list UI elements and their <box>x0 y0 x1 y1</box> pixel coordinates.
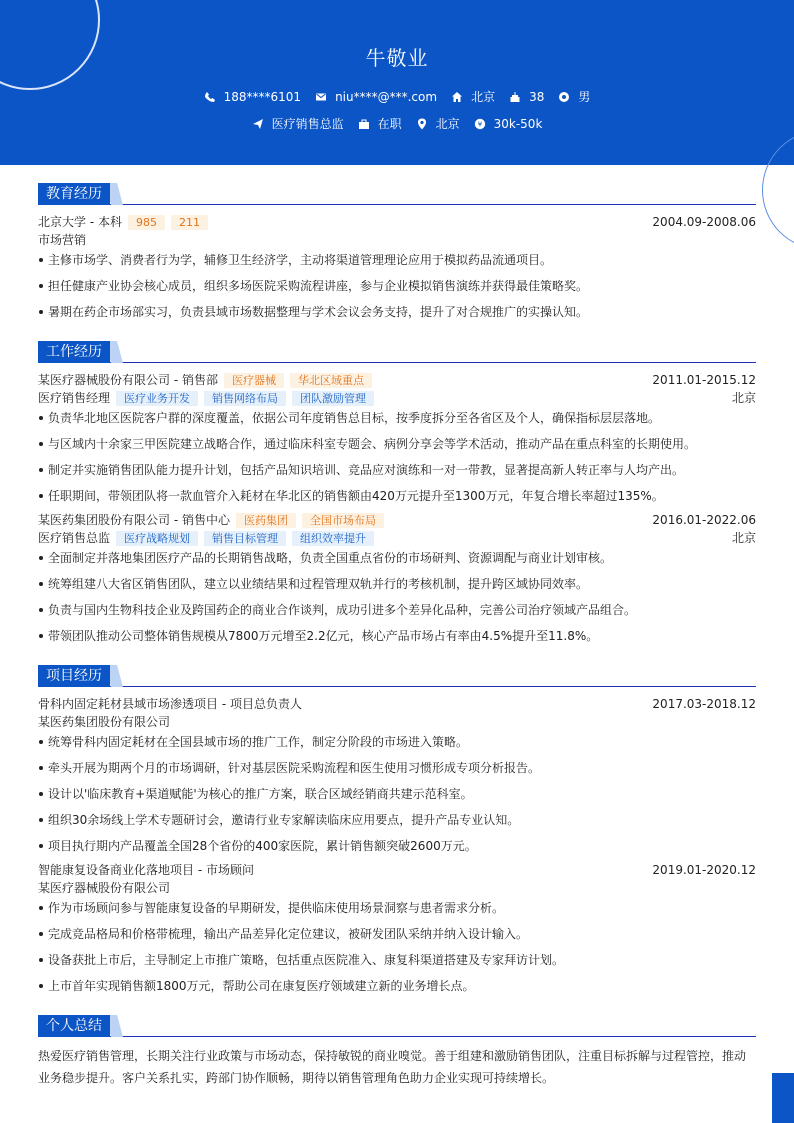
list-item: 设计以'临床教育+渠道赋能'为核心的推广方案，联合区域经销商共建示范科室。 <box>38 785 756 803</box>
major-text: 市场营销 <box>38 233 87 247</box>
project-org-row <box>38 879 756 897</box>
list-item: 项目执行期内产品覆盖全国28个省份的400家医院，累计销售额突破2600万元。 <box>38 837 756 855</box>
company-tag: 医疗器械 <box>224 373 284 388</box>
salary-info <box>474 116 543 132</box>
list-item: 上市首年实现销售额1800万元，帮助公司在康复医疗领域建立新的业务增长点。 <box>38 977 756 995</box>
list-item: 担任健康产业协会核心成员，组织多场医院采购流程讲座，参与企业模拟销售演练并获得最佳策略奖。 <box>38 277 756 295</box>
job-intent-row <box>0 116 794 132</box>
decorative-corner-block <box>772 1073 794 1123</box>
project-header-row <box>38 861 756 879</box>
home-city-info <box>451 89 495 105</box>
position-text: 医疗销售总监 <box>38 531 111 545</box>
section-title: 工作经历 <box>38 341 110 363</box>
mail-icon <box>315 91 327 103</box>
basic-info-row <box>0 89 794 105</box>
company-tag: 医药集团 <box>236 513 296 528</box>
job-header-row <box>38 371 756 389</box>
school-line: 北京大学 - 本科 <box>38 215 122 229</box>
education-section <box>38 183 756 319</box>
phone-icon <box>204 91 216 103</box>
work-section <box>38 341 756 643</box>
project-org: 某医疗器械股份有限公司 <box>38 881 171 895</box>
job-position-row <box>38 529 756 547</box>
section-heading <box>38 665 756 687</box>
position-text: 医疗销售经理 <box>38 391 111 405</box>
list-item: 制定并实施销售团队能力提升计划，包括产品知识培训、竞品应对演练和一对一带教，显著提高新人转正率与人均产出。 <box>38 461 756 479</box>
education-header-row <box>38 213 756 231</box>
status-text: 在职 <box>377 117 402 131</box>
list-item: 作为市场顾问参与智能康复设备的早期研发，提供临床使用场景洞察与患者需求分析。 <box>38 899 756 917</box>
section-heading <box>38 1015 756 1037</box>
education-date: 2004.09-2008.06 <box>652 215 756 229</box>
list-item: 统筹骨科内固定耗材在全国县域市场的推广工作，制定分阶段的市场进入策略。 <box>38 733 756 751</box>
list-item: 负责华北地区医院客户群的深度覆盖，依据公司年度销售总目标，按季度拆分至各省区及个人，确保指标层层落地。 <box>38 409 756 427</box>
company-line: 某医药集团股份有限公司 - 销售中心 <box>38 513 230 527</box>
gender-text: 男 <box>578 90 591 104</box>
list-item: 负责与国内生物科技企业及跨国药企的商业合作谈判，成功引进多个差异化品种，完善公司治疗领域产品组合。 <box>38 601 756 619</box>
job-city: 北京 <box>731 531 756 545</box>
money-icon <box>474 118 486 130</box>
skill-tag: 销售目标管理 <box>204 531 286 546</box>
section-heading <box>38 341 756 363</box>
resume-header <box>0 0 794 165</box>
skill-tag: 医疗战略规划 <box>116 531 198 546</box>
section-title: 个人总结 <box>38 1015 110 1037</box>
svg-text:¥: ¥ <box>477 120 482 129</box>
cake-icon <box>509 91 521 103</box>
school-tag: 211 <box>171 215 208 230</box>
job-position-row <box>38 389 756 407</box>
summary-section <box>38 1015 756 1085</box>
email-text: niu****@***.com <box>335 90 438 104</box>
status-info <box>358 116 402 132</box>
list-item: 带领团队推动公司整体销售规模从7800万元增至2.2亿元，核心产品市场占有率由4.5%提升至11.8%。 <box>38 627 756 645</box>
job-target-text: 医疗销售总监 <box>271 117 344 131</box>
company-tag: 华北区域重点 <box>290 373 372 388</box>
phone-info <box>204 89 301 105</box>
phone-text: 188****6101 <box>223 90 302 104</box>
work-city-text: 北京 <box>435 117 460 131</box>
gender-info <box>558 89 590 105</box>
list-item: 暑期在药企市场部实习，负责县域市场数据整理与学术会议会务支持，提升了对合规推广的实操认知。 <box>38 303 756 321</box>
send-icon <box>252 118 264 130</box>
project-org: 某医药集团股份有限公司 <box>38 715 171 729</box>
school-tag: 985 <box>128 215 165 230</box>
company-line: 某医疗器械股份有限公司 - 销售部 <box>38 373 218 387</box>
briefcase-icon <box>358 118 370 130</box>
project-date: 2017.03-2018.12 <box>652 697 756 711</box>
job-date: 2011.01-2015.12 <box>652 373 756 387</box>
section-title: 项目经历 <box>38 665 110 687</box>
skill-tag: 销售网络布局 <box>204 391 286 406</box>
section-title: 教育经历 <box>38 183 110 205</box>
email-info <box>315 89 437 105</box>
age-text: 38 <box>529 90 545 104</box>
list-item: 完成竞品格局和价格带梳理，输出产品差异化定位建议，被研发团队采纳并纳入设计输入。 <box>38 925 756 943</box>
age-info <box>509 89 544 105</box>
job-header-row <box>38 511 756 529</box>
job-target-info <box>252 116 344 132</box>
job-date: 2016.01-2022.06 <box>652 513 756 527</box>
skill-tag: 组织效率提升 <box>292 531 374 546</box>
list-item: 与区域内十余家三甲医院建立战略合作，通过临床科室专题会、病例分享会等学术活动，推动产品在重点科室的长期使用。 <box>38 435 756 453</box>
summary-text: 热爱医疗销售管理，长期关注行业政策与市场动态，保持敏锐的商业嗅觉。善于组建和激励销售团队，注重目标拆解与过程管控，推动业务稳步提升。客户关系扎实，跨部门协作顺畅，期待以销售管理角色助力企业实现可持续增长。 <box>38 1049 747 1085</box>
skill-tag: 团队激励管理 <box>292 391 374 406</box>
major-row <box>38 231 756 249</box>
project-org-row <box>38 713 756 731</box>
home-city-text: 北京 <box>471 90 496 104</box>
project-date: 2019.01-2020.12 <box>652 863 756 877</box>
list-item: 设备获批上市后，主导制定上市推广策略，包括重点医院准入、康复科渠道搭建及专家拜访计划。 <box>38 951 756 969</box>
projects-section <box>38 665 756 993</box>
list-item: 主修市场学、消费者行为学，辅修卫生经济学，主动将渠道管理理论应用于模拟药品流通项目。 <box>38 251 756 269</box>
project-name: 骨科内固定耗材县域市场渗透项目 - 项目总负责人 <box>38 697 302 711</box>
section-heading <box>38 183 756 205</box>
work-city-info <box>416 116 460 132</box>
list-item: 任职期间，带领团队将一款血管介入耗材在华北区的销售额由420万元提升至1300万元，年复合增长率超过135%。 <box>38 487 756 505</box>
candidate-name: 牛敬业 <box>365 46 429 70</box>
gender-icon <box>558 91 570 103</box>
project-name: 智能康复设备商业化落地项目 - 市场顾问 <box>38 863 254 877</box>
list-item: 牵头开展为期两个月的市场调研，针对基层医院采购流程和医生使用习惯形成专项分析报告。 <box>38 759 756 777</box>
list-item: 全面制定并落地集团医疗产品的长期销售战略，负责全国重点省份的市场研判、资源调配与商业计划审核。 <box>38 549 756 567</box>
home-icon <box>451 91 463 103</box>
job-city: 北京 <box>731 391 756 405</box>
list-item: 组织30余场线上学术专题研讨会，邀请行业专家解读临床应用要点，提升产品专业认知。 <box>38 811 756 829</box>
company-tag: 全国市场布局 <box>302 513 384 528</box>
project-header-row <box>38 695 756 713</box>
list-item: 统筹组建八大省区销售团队，建立以业绩结果和过程管理双轨并行的考核机制，提升跨区域协同效率。 <box>38 575 756 593</box>
location-pin-icon <box>416 118 428 130</box>
salary-text: 30k-50k <box>493 117 543 131</box>
skill-tag: 医疗业务开发 <box>116 391 198 406</box>
